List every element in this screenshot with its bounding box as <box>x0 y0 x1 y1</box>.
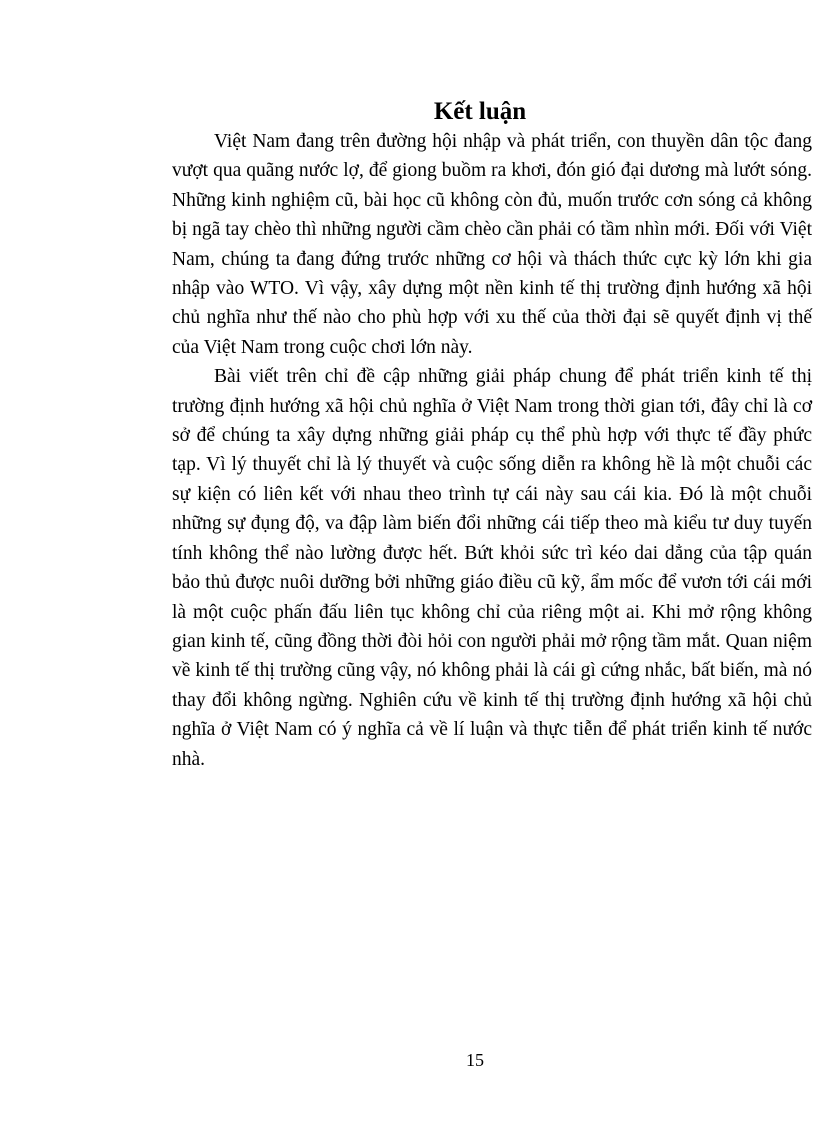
page-number: 15 <box>466 1050 484 1070</box>
body-text <box>172 127 812 774</box>
paragraph-1: Việt Nam đang trên đường hội nhập và phát triển, con thuyền dân tộc đang vượt qua quãng nước lợ, để giong buồm ra khơi, đón gió đại dương mà lướt sóng. Những kinh nghiệm cũ, bài học cũ không còn đủ, muốn trước cơn sóng cả không bị ngã tay chèo thì những người cầm chèo cần phải có tầm nhìn mới. Đối với Việt Nam, chúng ta đang đứng trước những cơ hội và thách thức cực kỳ lớn khi gia nhập vào WTO. Vì vậy, xây dựng một nền kinh tế thị trường định hướng xã hội chủ nghĩa như thế nào cho phù hợp với xu thế của thời đại sẽ quyết định vị thế của Việt Nam trong cuộc chơi lớn này. <box>172 131 812 358</box>
paragraph-2: Bài viết trên chỉ đề cập những giải pháp chung để phát triển kinh tế thị trường định hướng xã hội chủ nghĩa ở Việt Nam trong thời gian tới, đây chỉ là cơ sở để chúng ta xây dựng những giải pháp cụ thể phù hợp với thực tế đầy phức tạp. Vì lý thuyết chỉ là lý thuyết và cuộc sống diễn ra không hề là một chuỗi các sự kiện có liên kết với nhau theo trình tự cái này sau cái kia. Đó là một chuỗi những sự đụng độ, va đập làm biến đổi những cái tiếp theo mà kiểu tư duy tuyến tính không thể nào lường được hết. Bứt khỏi sức trì kéo dai dẳng của tập quán bảo thủ được nuôi dưỡng bởi những giáo điều cũ kỹ, ẩm mốc để vươn tới cái mới là một cuộc phấn đấu liên tục không chỉ của riêng một ai. Khi mở rộng không gian kinh tế, cũng đồng thời đòi hỏi con người phải mở rộng tầm mắt. Quan niệm về kinh tế thị trường cũng vậy, nó không phải là cái gì cứng nhắc, bất biến, mà nó thay đổi không ngừng. Nghiên cứu về kinh tế thị trường định hướng xã hội chủ nghĩa ở Việt Nam có ý nghĩa cả về lí luận và thực tiễn để phát triển kinh tế nước nhà. <box>172 366 812 770</box>
page-title: Kết luận <box>433 98 527 125</box>
